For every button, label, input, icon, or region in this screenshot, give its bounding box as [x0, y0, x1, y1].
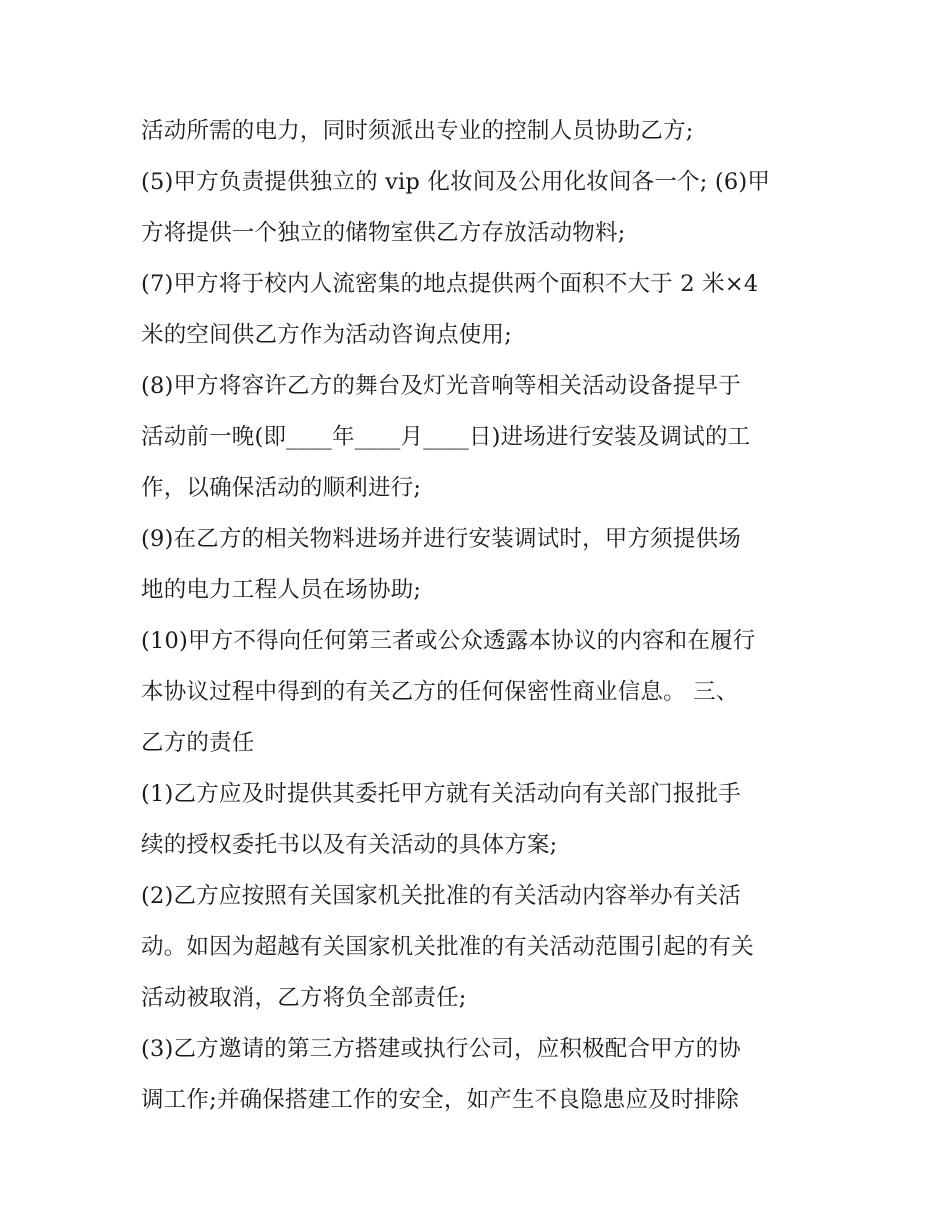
text-line: 续的授权委托书以及有关活动的具体方案;	[141, 832, 558, 858]
text-line: 乙方的责任	[141, 730, 255, 756]
text-line: 方将提供一个独立的储物室供乙方存放活动物料;	[141, 220, 626, 246]
text-line: 米的空间供乙方作为活动咨询点使用;	[141, 322, 512, 348]
text-line: (10)甲方不得向任何第三者或公众透露本协议的内容和在履行	[141, 628, 756, 654]
document-body	[141, 106, 821, 1126]
text-line: 本协议过程中得到的有关乙方的任何保密性商业信息。 三、	[141, 679, 739, 705]
text-line: (9)在乙方的相关物料进场并进行安装调试时，甲方须提供场	[141, 526, 741, 552]
text-line: (8)甲方将容许乙方的舞台及灯光音响等相关活动设备提早于	[141, 373, 741, 399]
text-line: 调工作;并确保搭建工作的安全，如产生不良隐患应及时排除	[141, 1087, 739, 1113]
text-line: (7)甲方将于校内人流密集的地点提供两个面积不大于 2 米×4	[141, 271, 759, 297]
text-line: (1)乙方应及时提供其委托甲方就有关活动向有关部门报批手	[141, 781, 741, 807]
text-line: (5)甲方负责提供独立的 vip 化妆间及公用化妆间各一个; (6)甲	[141, 169, 771, 195]
text-line: 动。如因为超越有关国家机关批准的有关活动范围引起的有关	[141, 934, 754, 960]
text-line: (2)乙方应按照有关国家机关批准的有关活动内容举办有关活	[141, 883, 741, 909]
text-line: 活动被取消，乙方将负全部责任;	[141, 985, 467, 1011]
text-line: 地的电力工程人员在场协助;	[141, 577, 422, 603]
text-line: 活动前一晚(即____年____月____日)进场进行安装及调试的工	[141, 424, 751, 450]
text-line: 作，以确保活动的顺利进行;	[141, 475, 422, 501]
text-line: 活动所需的电力，同时须派出专业的控制人员协助乙方;	[141, 118, 694, 144]
text-line: (3)乙方邀请的第三方搭建或执行公司，应积极配合甲方的协	[141, 1036, 741, 1062]
